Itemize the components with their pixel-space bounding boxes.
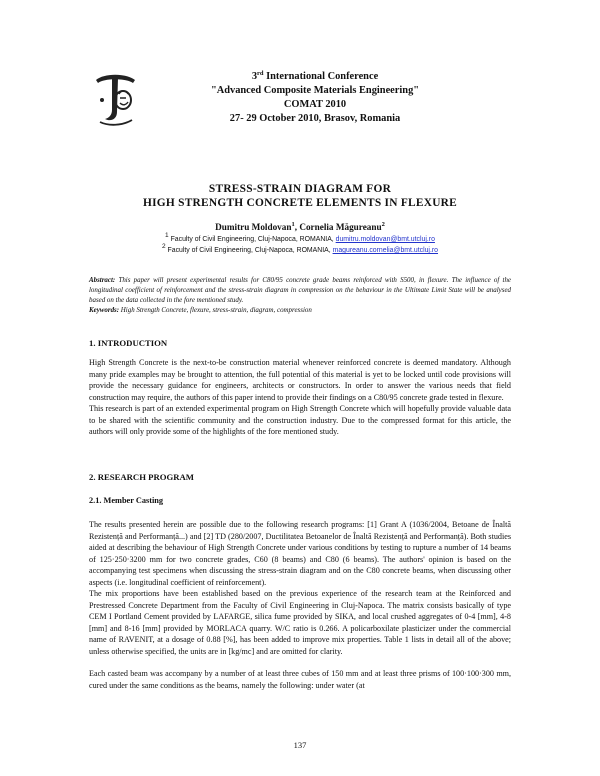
conference-short: COMAT 2010 (283, 99, 347, 110)
intro-paragraph-2: This research is part of an extended experimental program on High Strength Concrete which will hopefully provide valuable data to be shared with the scientific community and the construction industry. Due to the compressed format for this article, the authors will only provide some of the highlights of the fore mentioned study. (89, 404, 511, 436)
casting-paragraph-2: The mix proportions have been established based on the previous experience of the research team at the Reinforced and Prestressed Concrete Department from the Faculty of Civil Engineering in Cluj-Napoca. The matrix consists basically of type CEM I Portland Cement provided by LAFARGE, silica fume provided by SIKA, and local crushed aggregates of 0-4 [mm], 4-8 [mm] and 8-16 [mm] provided by MORLACA quarry. W/C ratio is 0.266. A policarboxilate plasticizer under the commercial name of RAVENIT, at a dosage of 0.88 [%], has been added to improve mix properties. Table 1 lists in detail all of the above; unless otherwise specified, the units are in [kg/mc] and are omitted for clarity. (89, 589, 511, 656)
page-number: 137 (293, 740, 307, 750)
authors: Dumitru Moldovan$^1$, Cornelia Măgureanu$^2$ (215, 221, 385, 232)
conference-name: "Advanced Composite Materials Engineering" (210, 85, 420, 96)
email-link-1[interactable]: dumitru.moldovan@bmt.utcluj.ro (335, 236, 435, 243)
affiliation-2: $^2$ Faculty of Civil Engineering, Cluj-Napoca, ROMANIA, magureanu.cornelia@bmt.utcluj.ro (161, 243, 439, 254)
conference-edition: 3rd International Conference (251, 70, 379, 82)
abstract: Abstract: This paper will present experimental results for C80/95 concrete grade beams reinforced with S500, in flexure. The influence of the longitudinal coefficient of reinforcement and the stress-strain diagram in compression on the behaviour in the Ultimate Limit State will be analysed based on the data collected in the fore mentioned study. Keywords: High Strength Concrete, flexure, stress-strain, diagram, compression (89, 276, 511, 315)
section-heading-research-program: 2. RESEARCH PROGRAM (89, 472, 194, 482)
paper-title-line1: STRESS-STRAIN DIAGRAM FOR (208, 183, 392, 195)
conference-logo (90, 70, 140, 128)
casting-paragraph-1: The results presented herein are possible due to the following research programs: [1] Grant A (1036/2004, Betoane de Înaltă Rezistență and Performanță...) and [2] TD (280/2007, Ductilitatea Betoanelor de Înaltă Rezistență and Performanță). Both studies aided at describing the behaviour of High Strength Concrete under various conditions by testing to rupture a number of 14 beams of 125·250·3200 mm for two concrete grades, C60 (8 beams) and C80 (6 beams). The authors' opinion is based on the accompanying test specimens when discussing the stress-strain diagram and on the C80 concrete beams, when discussing other aspects (i.e. longitudinal coefficient of reinforcement). (89, 520, 511, 587)
affiliation-1: $^1$ Faculty of Civil Engineering, Cluj-Napoca, ROMANIA, dumitru.moldovan@bmt.utcluj.ro (165, 232, 435, 243)
subsection-heading-member-casting: 2.1. Member Casting (89, 496, 164, 505)
section-heading-introduction: 1. INTRODUCTION (89, 338, 168, 348)
casting-paragraph-3: Each casted beam was accompany by a number of at least three cubes of 150 mm and at least three prisms of 100·100·300 mm, cured under the same conditions as the beams, namely the following: under water (at (89, 669, 511, 690)
conference-dates: 27- 29 October 2010, Brasov, Romania (229, 113, 401, 124)
paper-title-line2: HIGH STRENGTH CONCRETE ELEMENTS IN FLEXURE (143, 197, 457, 209)
email-link-2[interactable]: magureanu.cornelia@bmt.utcluj.ro (332, 247, 439, 254)
intro-paragraph-1: High Strength Concrete is the next-to-be construction material whenever reinforced concrete is deemed mandatory. Although many pride examples may be brought to attention, the full potential of this material is yet to be locked until code provisions will provide the necessary guidance for engineers, architects or constructors. In order to answer the various needs that field construction may require, the authors of this paper intend to provide their findings on a C80/95 concrete grade tested in flexure. (89, 358, 511, 402)
